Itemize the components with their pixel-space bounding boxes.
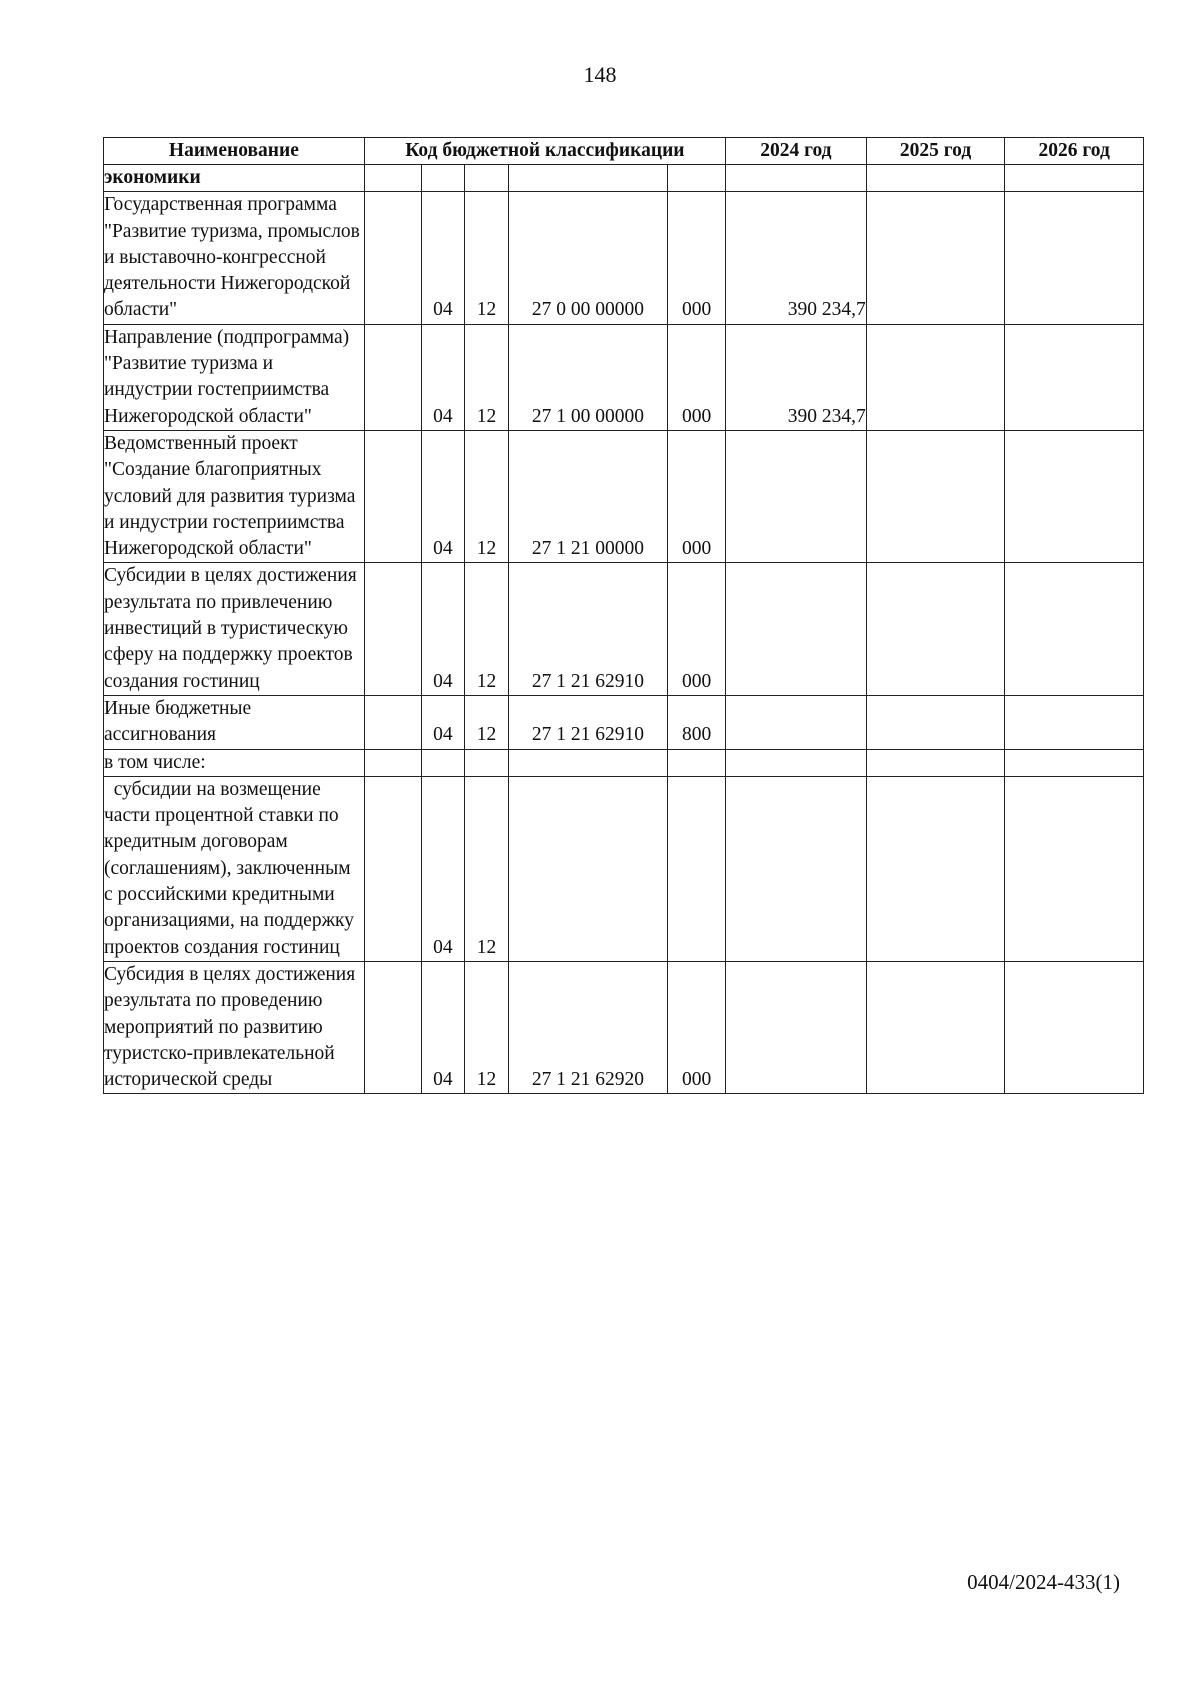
- code-target-article: 27 0 00 00000: [508, 192, 667, 324]
- cell-empty: [866, 165, 1005, 192]
- code-target-article: 27 1 21 62910: [508, 563, 667, 695]
- code-target-article: 27 1 21 62920: [508, 961, 667, 1093]
- amount-2026: [1005, 695, 1144, 749]
- amount-2026: [1005, 192, 1144, 324]
- cell-empty: [465, 165, 509, 192]
- header-name: Наименование: [104, 138, 365, 165]
- amount-2025: [866, 961, 1005, 1093]
- cell-empty: [421, 165, 465, 192]
- amount-2026: [1005, 961, 1144, 1093]
- code-subsection: 12: [465, 776, 509, 961]
- header-2025: 2025 год: [866, 138, 1005, 165]
- table-row: [104, 776, 1144, 961]
- amount-2024: [725, 695, 866, 749]
- code-subsection: 12: [465, 563, 509, 695]
- row-name: Ведомственный проект "Создание благоприятных условий для развития туризма и индустрии гостеприимства Нижегородской области": [104, 430, 365, 562]
- amount-2025: [866, 695, 1005, 749]
- code-subsection: 12: [465, 961, 509, 1093]
- code-section: 04: [421, 563, 465, 695]
- code-expense-type: 000: [668, 324, 726, 430]
- code-section: 04: [421, 192, 465, 324]
- code-target-article: 27 1 21 00000: [508, 430, 667, 562]
- header-2026: 2026 год: [1005, 138, 1144, 165]
- document-code: 0404/2024-433(1): [967, 1570, 1120, 1594]
- code-target-article: [508, 749, 667, 776]
- code-expense-type: [668, 776, 726, 961]
- code-part-1: [364, 192, 421, 324]
- row-name: в том числе:: [104, 749, 365, 776]
- header-2024: 2024 год: [725, 138, 866, 165]
- row-name: Субсидии в целях достижения результата по привлечению инвестиций в туристическую сферу на поддержку проектов создания гостиниц: [104, 563, 365, 695]
- table-row: [104, 961, 1144, 1093]
- row-name: Государственная программа "Развитие туризма, промыслов и выставочно-конгрессной деятельности Нижегородской области": [104, 192, 365, 324]
- amount-2026: [1005, 430, 1144, 562]
- code-subsection: 12: [465, 324, 509, 430]
- code-section: 04: [421, 961, 465, 1093]
- budget-table: [103, 137, 1144, 1094]
- amount-2026: [1005, 324, 1144, 430]
- amount-2025: [866, 324, 1005, 430]
- code-expense-type: 000: [668, 563, 726, 695]
- code-section: 04: [421, 430, 465, 562]
- row-name: Субсидия в целях достижения результата по проведению мероприятий по развитию туристско-привлекательной исторической среды: [104, 961, 365, 1093]
- row-name: Направление (подпрограмма) "Развитие туризма и индустрии гостеприимства Нижегородской области": [104, 324, 365, 430]
- code-subsection: [465, 749, 509, 776]
- code-target-article: 27 1 21 62910: [508, 695, 667, 749]
- amount-2024: [725, 563, 866, 695]
- amount-2026: [1005, 749, 1144, 776]
- amount-2025: [866, 192, 1005, 324]
- code-part-1: [364, 324, 421, 430]
- code-expense-type: 000: [668, 430, 726, 562]
- code-expense-type: 000: [668, 961, 726, 1093]
- cell-empty: [508, 165, 667, 192]
- code-part-1: [364, 961, 421, 1093]
- cell-empty: [364, 165, 421, 192]
- cell-empty: [668, 165, 726, 192]
- code-section: 04: [421, 776, 465, 961]
- table-row: [104, 192, 1144, 324]
- code-section: 04: [421, 324, 465, 430]
- code-part-1: [364, 563, 421, 695]
- amount-2024: 390 234,7: [725, 192, 866, 324]
- table-row: [104, 430, 1144, 562]
- row-name: Иные бюджетные ассигнования: [104, 695, 365, 749]
- code-subsection: 12: [465, 192, 509, 324]
- table-row: [104, 749, 1144, 776]
- header-row: [104, 138, 1144, 165]
- cell-empty: [725, 165, 866, 192]
- code-section: 04: [421, 695, 465, 749]
- row-name: субсидии на возмещение части процентной ставки по кредитным договорам (соглашениям), заключенным с российскими кредитными организациями, на поддержку проектов создания гостиниц: [104, 776, 365, 961]
- code-subsection: 12: [465, 430, 509, 562]
- code-part-1: [364, 695, 421, 749]
- continuation-row: [104, 165, 1144, 192]
- amount-2024: 390 234,7: [725, 324, 866, 430]
- code-expense-type: [668, 749, 726, 776]
- amount-2025: [866, 430, 1005, 562]
- amount-2024: [725, 961, 866, 1093]
- code-part-1: [364, 430, 421, 562]
- cell-empty: [1005, 165, 1144, 192]
- code-expense-type: 800: [668, 695, 726, 749]
- table-row: [104, 695, 1144, 749]
- header-code: Код бюджетной классификации: [364, 138, 725, 165]
- amount-2026: [1005, 563, 1144, 695]
- code-subsection: 12: [465, 695, 509, 749]
- code-target-article: [508, 776, 667, 961]
- table-row: [104, 324, 1144, 430]
- code-part-1: [364, 749, 421, 776]
- code-expense-type: 000: [668, 192, 726, 324]
- continuation-label: экономики: [104, 165, 365, 192]
- amount-2026: [1005, 776, 1144, 961]
- amount-2024: [725, 430, 866, 562]
- amount-2024: [725, 749, 866, 776]
- table-row: [104, 563, 1144, 695]
- code-section: [421, 749, 465, 776]
- code-target-article: 27 1 00 00000: [508, 324, 667, 430]
- amount-2025: [866, 749, 1005, 776]
- amount-2025: [866, 563, 1005, 695]
- amount-2025: [866, 776, 1005, 961]
- code-part-1: [364, 776, 421, 961]
- page-number: 148: [583, 62, 617, 87]
- amount-2024: [725, 776, 866, 961]
